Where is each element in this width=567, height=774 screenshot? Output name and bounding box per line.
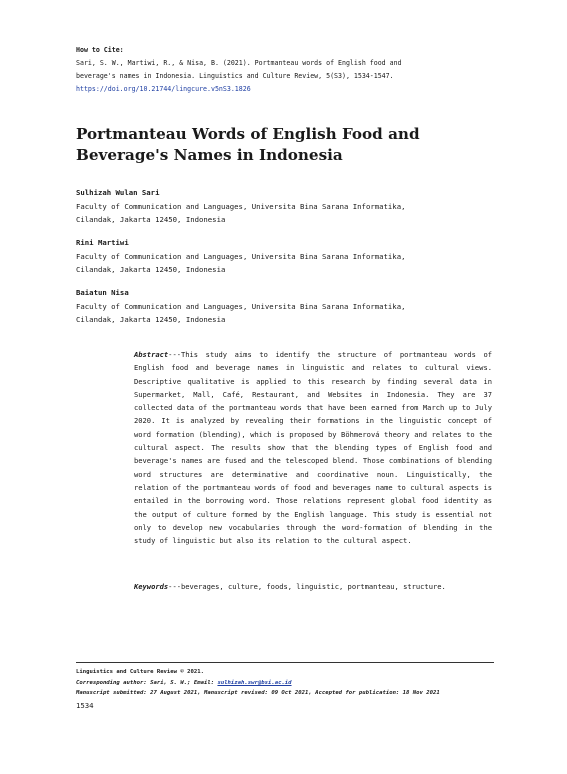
citation-line-1: Sari, S. W., Martiwi, R., & Nisa, B. (2021). Portmanteau words of English food and [76,59,402,67]
author-affiliation-line-2: Cilandak, Jakarta 12450, Indonesia [76,265,226,274]
author-name: Sulhizah Wulan Sari [76,188,160,197]
author-affiliation-line-2: Cilandak, Jakarta 12450, Indonesia [76,315,226,324]
page-number: 1534 [76,700,94,710]
keywords-text: ---beverages, culture, foods, linguistic, portmanteau, structure. [168,582,446,591]
abstract-text: ---This study aims to identify the structure of portmanteau words of English food and beverage names in linguistic and relates to cultural views. Descriptive qualitative is applied to this research by finding several data in Supermarket, Mall, Café, Restaurant, and Websites in Indonesia. They are 37 collected data of the portmanteau words that have been earned from March up to July 2020. It is analyzed by revealing their formations in the linguistic concept of word formation (blending), which is proposed by Böhmerová theory and relates to the cultural aspect. The results show that the blending types of English food and beverage's names are fused and the telescoped blend. Those combinations of blending word structures are determinative and coordinative noun. Linguistically, the relation of the portmanteau words of food and beverages name to cultural aspects is entailed in the borrowing word. Those relations represent global food identity as the output of culture formed by the English language. This study is essential not only to develop new vocabularies through the word-formation of blending in the study of linguistic but also its relation to the cultural aspect. [134,350,492,546]
author-affiliation-line-1: Faculty of Communication and Languages, Universita Bina Sarana Informatika, [76,301,406,311]
author-name: Rini Martiwi [76,238,129,247]
manuscript-dates: Manuscript submitted: 27 August 2021, Manuscript revised: 09 Oct 2021, Accepted for publication: 18 Nov 2021 [76,690,440,696]
abstract-paragraph [134,348,492,547]
citation-heading: How to Cite: [76,46,124,54]
author-affiliation-line-2: Cilandak, Jakarta 12450, Indonesia [76,215,226,224]
citation-doi-link[interactable]: https://doi.org/10.21744/lingcure.v5nS3.1826 [76,85,251,93]
page-footer [76,667,506,712]
journal-copyright: Linguistics and Culture Review © 2021. [76,669,204,675]
author-block-3 [76,286,506,327]
author-name: Baiatun Nisa [76,288,129,297]
author-block-1 [76,186,506,227]
corresponding-email-link[interactable]: sulhizah.swr@bsi.ac.id [217,679,292,686]
keywords-paragraph [134,580,492,593]
keywords-label: Keywords [134,582,169,591]
title-line-2: Beverage's Names in Indonesia [76,146,343,164]
author-affiliation-line-1: Faculty of Communication and Languages, Universita Bina Sarana Informatika, [76,201,406,211]
title-line-1: Portmanteau Words of English Food and [76,125,420,143]
author-block-2 [76,236,506,277]
paper-title [76,124,506,166]
author-affiliation-line-1: Faculty of Communication and Languages, Universita Bina Sarana Informatika, [76,251,406,261]
citation-line-2: beverage's names in Indonesia. Linguistics and Culture Review, 5(S3), 1534-1547. [76,72,394,80]
citation-block [76,44,496,96]
corresponding-author-line [76,678,506,689]
corresponding-author-label: Corresponding author: Sari, S. W.; Email: [76,679,215,686]
footer-divider [76,662,494,663]
abstract-label: Abstract [134,350,169,359]
